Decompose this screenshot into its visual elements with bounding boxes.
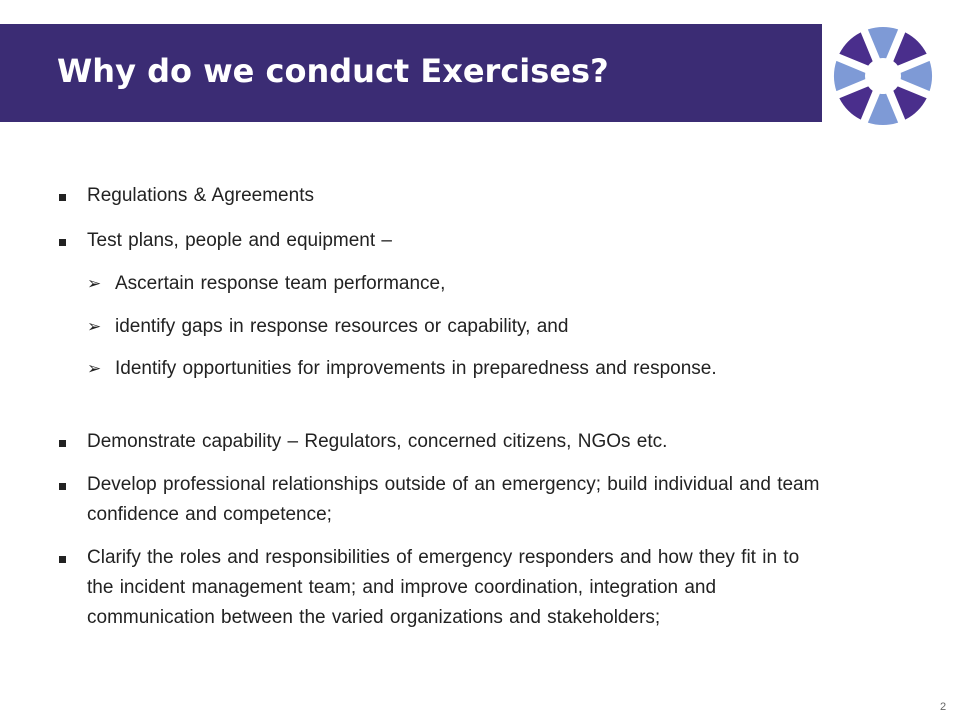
bullet-item [58,470,828,530]
sub-bullet-item [87,269,787,299]
logo-segment [839,32,872,65]
square-bullet-icon [58,226,88,256]
logo-segment [868,94,898,125]
page-number: 2 [940,701,947,713]
bullet-text: Clarify the roles and responsibilities of emergency responders and how they fit in to the incident management team; and improve coordination, integration and communication between the varied organizations and stakeholders; [87,547,800,628]
bullet-text: Develop professional relationships outside of an emergency; build individual and team confidence and competence; [87,474,820,525]
arrow-bullet-icon: ➢ [87,359,102,378]
wheel-logo-icon [831,24,935,128]
square-bullet-icon [58,181,88,211]
logo-segment [901,61,932,91]
logo-segment [868,27,898,58]
bullet-item [58,181,828,211]
logo-segment [893,86,926,119]
bullet-item [58,543,828,633]
logo-segment [834,61,865,91]
square-bullet-icon [58,543,88,573]
logo-segment [893,32,926,65]
bullet-item [58,427,828,457]
bullet-text: identify gaps in response resources or capability, and [115,316,569,337]
square-bullet-icon [58,470,88,500]
slide-title: Why do we conduct Exercises? [57,52,609,90]
arrow-bullet-icon: ➢ [87,317,102,336]
bullet-item [58,226,828,256]
sub-bullet-item [87,312,787,342]
bullet-text: Demonstrate capability – Regulators, concerned citizens, NGOs etc. [87,431,668,452]
bullet-text: Test plans, people and equipment – [87,230,392,251]
bullet-text: Regulations & Agreements [87,185,314,206]
bullet-text: Identify opportunities for improvements in preparedness and response. [115,358,717,379]
sub-bullet-item [87,354,787,384]
arrow-bullet-icon: ➢ [87,274,102,293]
square-bullet-icon [58,427,88,457]
logo-segment [839,86,872,119]
bullet-text: Ascertain response team performance, [115,273,446,294]
